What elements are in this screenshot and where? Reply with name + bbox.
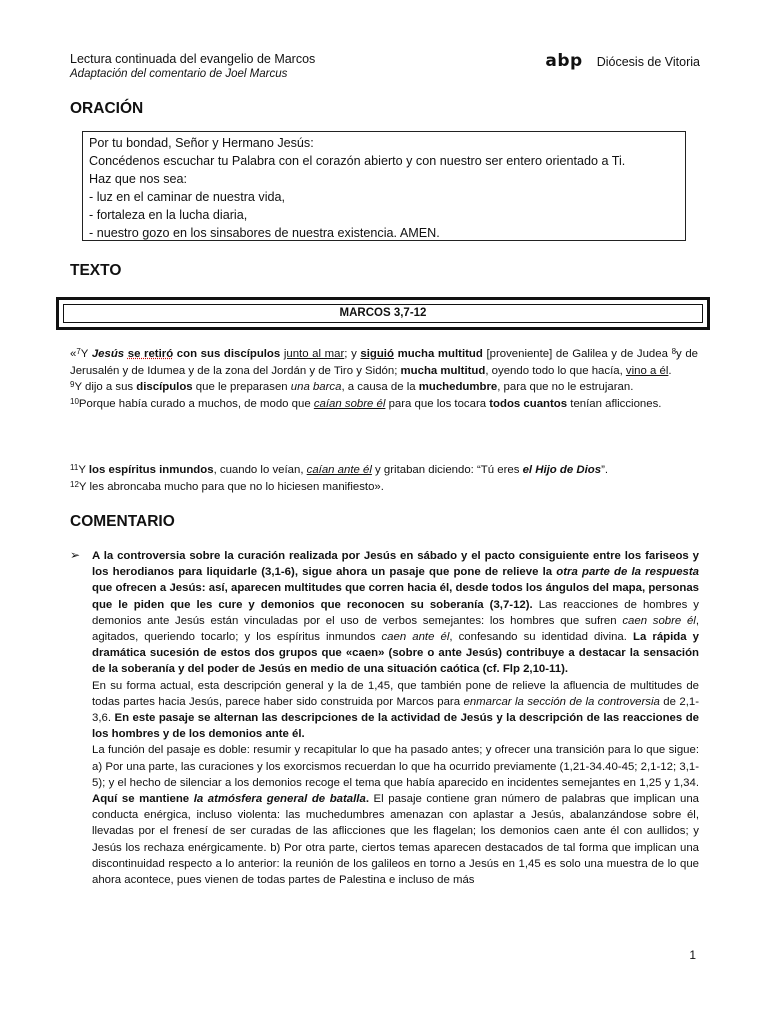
arrow-bullet-icon: ➢: [70, 548, 81, 562]
header-title: Lectura continuada del evangelio de Marcos: [70, 52, 316, 66]
header-subtitle: Adaptación del comentario de Joel Marcus: [70, 68, 288, 80]
passage-title-frame: [56, 297, 710, 330]
prayer-line: Haz que nos sea:: [89, 172, 188, 186]
commentary-paragraph: En su forma actual, esta descripción general y la de 1,45, que también pone de relieve la afluencia de multitudes de todas partes hacia Jesús, parece haber sido construida por Marcos para enmarcar la sección de la controversia de 2,1-3,6. En este pasaje se alternan las descripciones de la actividad de Jesús y la descripción de las reacciones de los hombres y de los demonios ante él.: [92, 679, 700, 741]
commentary-text: [92, 548, 699, 888]
prayer-line: Concédenos escuchar tu Palabra con el corazón abierto y con nuestro ser entero orientado a Ti.: [89, 154, 626, 168]
prayer-line: - luz en el caminar de nuestra vida,: [89, 190, 286, 204]
prayer-line: - fortaleza en la lucha diaria,: [89, 208, 248, 222]
commentary-paragraph: A la controversia sobre la curación realizada por Jesús en sábado y el pacto consiguiente entre los fariseos y los herodianos para liquidarle (3,1-6), sigue ahora un pasaje que pone de relieve la otra parte de la respuesta que ofrecen a Jesús: así, aparecen multitudes que corren hacia él, desde todos los ángulos del mapa, personas que le piden que les cure y demonios que reconocen su soberanía (3,7-12). Las reacciones de hombres y demonios ante Jesús están vinculadas por el uso de verbos semejantes: los hombres que sufren caen sobre él, agitados, queriendo tocarlo; y los espíritus inmundos caen ante él, confesando su identidad divina. La rápida y dramática sucesión de estos dos grupos que «caen» (sobre o ante Jesús) contribuye a destacar la sensación de la soberanía y del poder de Jesús en medio de una situación caótica (cf. Flp 2,10-11).: [92, 550, 700, 676]
prayer-line: Por tu bondad, Señor y Hermano Jesús:: [89, 136, 314, 150]
abp-logo: abp: [545, 51, 583, 71]
gospel-text-verses-7-10: «$^7$Y Jesús se retiró con sus discípulos junto al mar; y siguió mucha multitud [proveniente] de Galilea y de Judea $^8$y de Jerusalén y de Idumea y de la zona del Jordán y de Tiro y Sidón; mucha multitud, oyendo todo lo que hacía, vino a él. $^9$Y dijo a sus discípulos que le preparasen una barca, a causa de la muchedumbre, para que no le estrujaran. $^{10}$Porque había curado a muchos, de modo que caían sobre él para que los tocara todos cuantos tenían aflicciones.: [70, 347, 699, 410]
oracion-heading: ORACIÓN: [70, 100, 144, 117]
commentary-paragraph: La función del pasaje es doble: resumir y recapitular lo que ha pasado antes; y ofrecer una transición para lo que sigue: a) Por una parte, las curaciones y los exorcismos recuerdan lo que ha ocurrido previamente (1,21-34.40-45; 2,1-12; 3,1-5); y el hecho de silenciar a los demonios recoge el tema que había aparecido en incidentes semejantes en 1,25 y 1,34. Aquí se mantiene la atmósfera general de batalla. El pasaje contiene gran número de palabras que implican una conducta enérgica, incluso violenta: las muchedumbres amenazan con aplastar a Jesús, abalanzándose sobre él, llevadas por el frenesí de ser curadas de las aflicciones que les flagelan; los demonios caen ante él con aullidos; y Jesús los rechaza enérgicamente. b) Por otra parte, ciertos temas aparecen destacados de tal forma que implican una discontinuidad respecto a lo anterior: la reunión de los galileos en torno a Jesús en 1,45 es solo una muestra de lo que ahora acontece, pues vienen de todas partes de Palestina e incluso de más: [92, 744, 699, 887]
header-diocese: Diócesis de Vitoria: [596, 55, 700, 69]
gospel-text-verses-11-12: $^{11}$Y los espíritus inmundos, cuando lo veían, caían ante él y gritaban diciendo: “Tú eres el Hijo de Dios”. $^{12}$Y les abroncaba mucho para que no lo hiciesen manifiesto».: [70, 463, 609, 493]
header-right: [545, 51, 700, 71]
comentario-heading: COMENTARIO: [70, 513, 175, 530]
prayer-line: - nuestro gozo en los sinsabores de nuestra existencia. AMEN.: [89, 226, 440, 240]
page-number: 1: [689, 948, 696, 962]
passage-title: MARCOS 3,7-12: [63, 304, 703, 323]
texto-heading: TEXTO: [70, 262, 122, 279]
document-header: [70, 52, 315, 82]
prayer-box: [82, 131, 686, 241]
